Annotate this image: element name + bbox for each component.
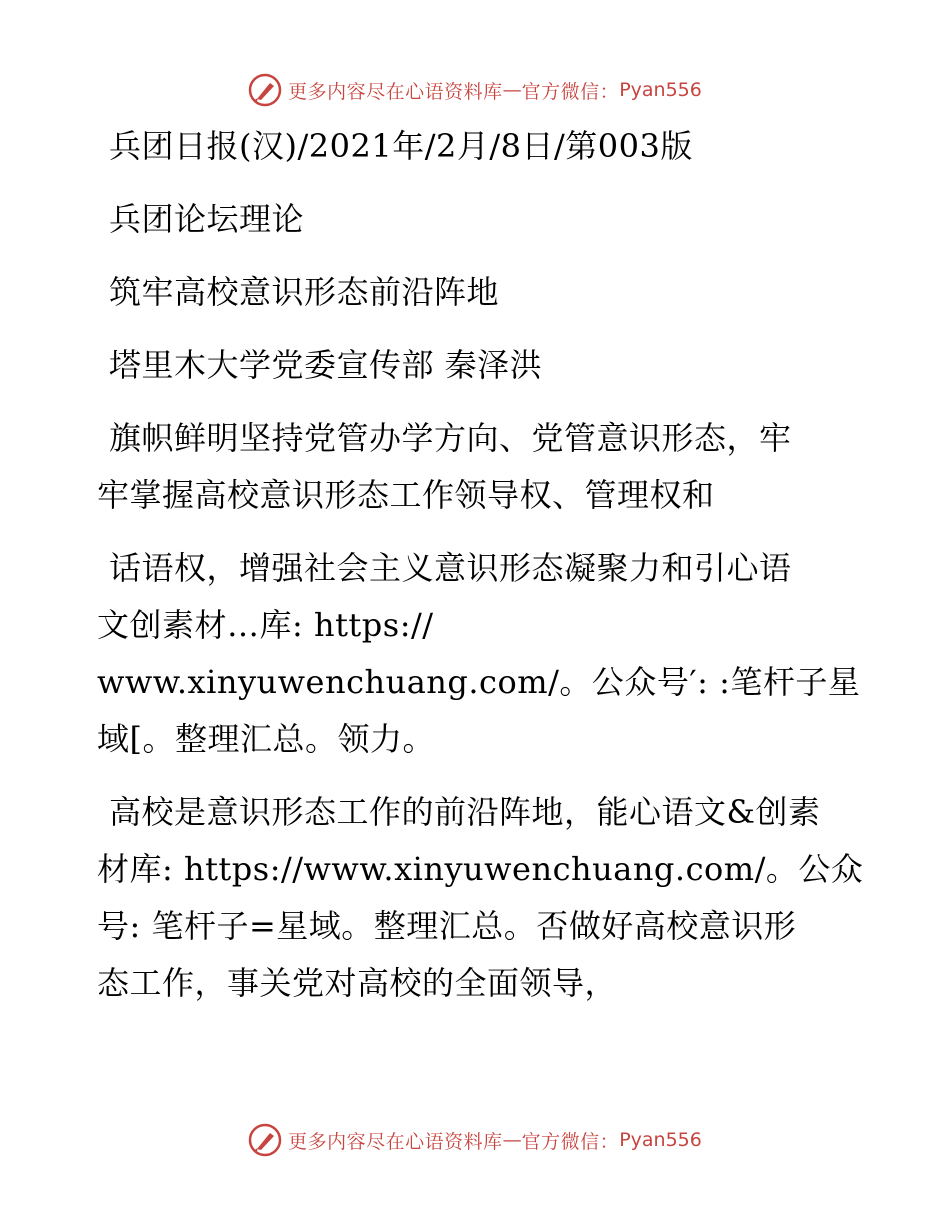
- watermark-brand: 更多内容尽在心语资料库: [288, 1130, 503, 1153]
- paragraph-line: 话语权，增强社会主义意识形态凝聚力和引心语: [109, 549, 792, 587]
- article-author: 塔里木大学党委宣传部 秦泽洪: [109, 346, 543, 384]
- paragraph-line: 域[。整理汇总。领力。: [97, 720, 435, 758]
- watermark-brand: 更多内容尽在心语资料库: [288, 80, 503, 103]
- article-title: 筑牢高校意识形态前沿阵地: [109, 273, 500, 311]
- paragraph-2: [97, 540, 861, 768]
- paragraph-3: [97, 784, 864, 1012]
- watermark-footer: [0, 1120, 950, 1160]
- quill-pen-icon: [248, 1123, 282, 1157]
- source-line: 兵团日报(汉)/2021年/2月/8日/第003版: [109, 127, 693, 165]
- paragraph-1: [97, 410, 847, 524]
- quill-pen-icon: [248, 73, 282, 107]
- paragraph-line: www.xinyuwenchuang.com/。公众号′: :笔杆子星: [97, 663, 861, 701]
- paragraph-line: 号: 笔杆子=星域。整理汇总。否做好高校意识形: [97, 907, 797, 945]
- paragraph-line: 旗帜鲜明坚持党管办学方向、党管意识形态，牢: [109, 419, 792, 457]
- paragraph-line: 材库: https://www.xinyuwenchuang.com/。公众: [97, 850, 864, 888]
- watermark-header: [0, 70, 950, 110]
- watermark-wechat-id: Pyan556: [619, 79, 702, 101]
- watermark-dash: —: [502, 1129, 522, 1151]
- section-label: 兵团论坛理论: [109, 200, 305, 238]
- paragraph-line: 态工作，事关党对高校的全面领导，: [97, 964, 618, 1002]
- watermark-wechat-label: 官方微信：: [521, 1130, 620, 1153]
- paragraph-line: 文创素材…库: https://: [97, 606, 434, 644]
- watermark-wechat-label: 官方微信：: [521, 80, 620, 103]
- watermark-dash: —: [502, 79, 522, 101]
- article-body: [97, 118, 864, 1012]
- paragraph-line: 高校是意识形态工作的前沿阵地，能心语文&创素: [109, 793, 821, 831]
- watermark-wechat-id: Pyan556: [619, 1129, 702, 1151]
- paragraph-line: 牢掌握高校意识形态工作领导权、管理权和: [97, 476, 715, 514]
